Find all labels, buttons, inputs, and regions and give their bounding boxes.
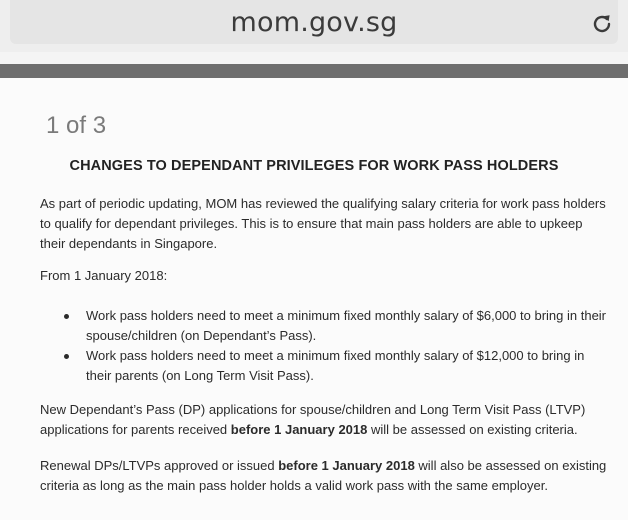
- toolbar-divider: [0, 64, 628, 78]
- renewal-paragraph: [40, 456, 610, 496]
- para4-text-end: will also be assessed on existing criteria as long as the main pass holder holds a valid work pass with the same employer.: [40, 458, 607, 493]
- browser-address-bar: [0, 0, 628, 52]
- para3-text-end: will be assessed on existing criteria.: [367, 422, 578, 437]
- para4-bold: before 1 January 2018: [278, 458, 415, 473]
- document-page: [0, 78, 628, 520]
- para4-text: Renewal DPs/LTVPs approved or issued: [40, 458, 279, 473]
- list-item: [64, 346, 610, 386]
- effective-date: From 1 January 2018:: [40, 268, 168, 283]
- document-title: CHANGES TO DEPENDANT PRIVILEGES FOR WORK PASS HOLDERS: [69, 158, 559, 174]
- url-field[interactable]: [10, 0, 618, 44]
- intro-paragraph: As part of periodic updating, MOM has reviewed the qualifying salary criteria for work pass holders to qualify for dependant privileges. This is to ensure that main pass holders are able to upkeep their dependants in Singapore.: [40, 196, 606, 251]
- reload-icon[interactable]: [590, 12, 614, 36]
- bullet-icon: [64, 354, 69, 359]
- list-item: [64, 306, 610, 346]
- page-indicator: 1 of 3: [46, 112, 107, 139]
- criteria-list: [64, 306, 610, 386]
- bullet-icon: [64, 314, 69, 319]
- list-item-text: Work pass holders need to meet a minimum fixed monthly salary of $12,000 to bring in their parents (on Long Term Visit Pass).: [86, 348, 585, 383]
- list-item-text: Work pass holders need to meet a minimum fixed monthly salary of $6,000 to bring in their spouse/children (on Dependant’s Pass).: [86, 308, 607, 343]
- para3-bold: before 1 January 2018: [230, 422, 368, 437]
- new-applications-paragraph: [40, 400, 610, 440]
- url-text[interactable]: mom.gov.sg: [230, 7, 398, 38]
- para3-text: New Dependant’s Pass (DP) applications for spouse/children and Long Term Visit Pass (LTVP) applications for parents received: [40, 402, 586, 437]
